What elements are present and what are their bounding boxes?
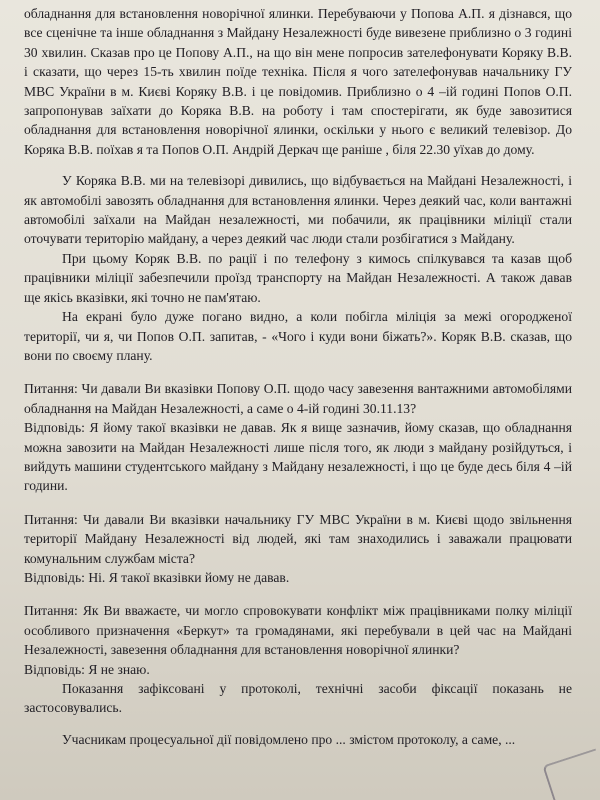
question-1: Питання: Чи давали Ви вказівки Попову О.П. щодо часу завезення вантажними автомобілями обладнання на Майдан Незалежності, а саме о 4-ій годині 30.11.13? [24,381,572,416]
signature-mark [542,748,600,800]
paragraph-1: обладнання для встановлення новорічної ялинки. Перебуваючи у Попова А.П. я дізнався, що все сценічне та інше обладнання з Майдану Незалежності буде вивезене приблизно о 3 годині 30 хвилин. Сказав про це Попову А.П., на що він мене попросив зателефонувати Коряку В.В. і сказати, що через 15-ть хвилин поїде техніка. Після я чого зателефонував начальнику ГУ МВС України в м. Києві Коряку В.В. і це повідомив. Приблизно о 4 –ій годині Попов О.П. запропонував заїхати до Коряка В.В. на роботу і там спостерігати, як буде завозитися обладнання для встановлення новорічної ялинки, оскільки у нього є великий телевізор. До Коряка В.В. поїхав я та Попов О.П. Андрій Деркач ще раніше , біля 22.30 уїхав до дому. [24,6,572,157]
participants-notice: Учасникам процесуальної дії повідомлено про ... змістом протоколу, а саме, ... [62,731,516,747]
answer-1: Відповідь: Я йому такої вказівки не давав. Як я вище зазначив, йому сказав, що обладнання можна завозити на Майдан Незалежності лише після того, як люди з майдану розійдуться, і вийдуть машини студентського майдану з Майдану незалежності, і що це буде десь біля 4 –ій години. [24,420,572,494]
answer-2: Відповідь: Ні. Я такої вказівки йому не давав. [24,569,290,585]
answer-3: Відповідь: Я не знаю. [24,661,150,677]
closing-statement: Показання зафіксовані у протоколі, технічні засоби фіксації показань не застосовувались. [24,681,572,716]
paragraph-3: При цьому Коряк В.В. по рації і по телефону з кимось спілкувався та казав щоб працівники міліції забезпечили проїзд транспорту на Майдан Незалежності. А також давав ще якісь вказівки, які точно не пам'ятаю. [24,250,572,305]
document-body [24,4,572,749]
question-2: Питання: Чи давали Ви вказівки начальнику ГУ МВС України в м. Києві щодо звільнення території Майдану Незалежності від людей, які там знаходились і заважали працювати комунальним службам міста? [24,511,572,566]
paragraph-4: На екрані було дуже погано видно, а коли побігла міліція за межі огородженої території, чи я, чи Попов О.П. запитав, - «Чого і куди вони біжать?». Коряк В.В. сказав, що вони по своєму плану. [24,309,572,363]
question-3: Питання: Як Ви вважаєте, чи могло спровокувати конфлікт між працівниками полку міліції особливого призначення «Беркут» та громадянами, які перебували в цей час на Майдані Незалежності, завезення обладнання для встановлення новорічної ялинки? [24,603,572,658]
paragraph-2: У Коряка В.В. ми на телевізорі дивились, що відбувається на Майдані Незалежності, і як автомобілі завозять обладнання для встановлення ялинки. Через деякий час, коли вантажні автомобілі заїхали на Майдан незалежності, ми побачили, як працівники міліції стали оточувати територію майдану, а через деякий час люди стали розбігатися з Майдану. [24,173,572,247]
